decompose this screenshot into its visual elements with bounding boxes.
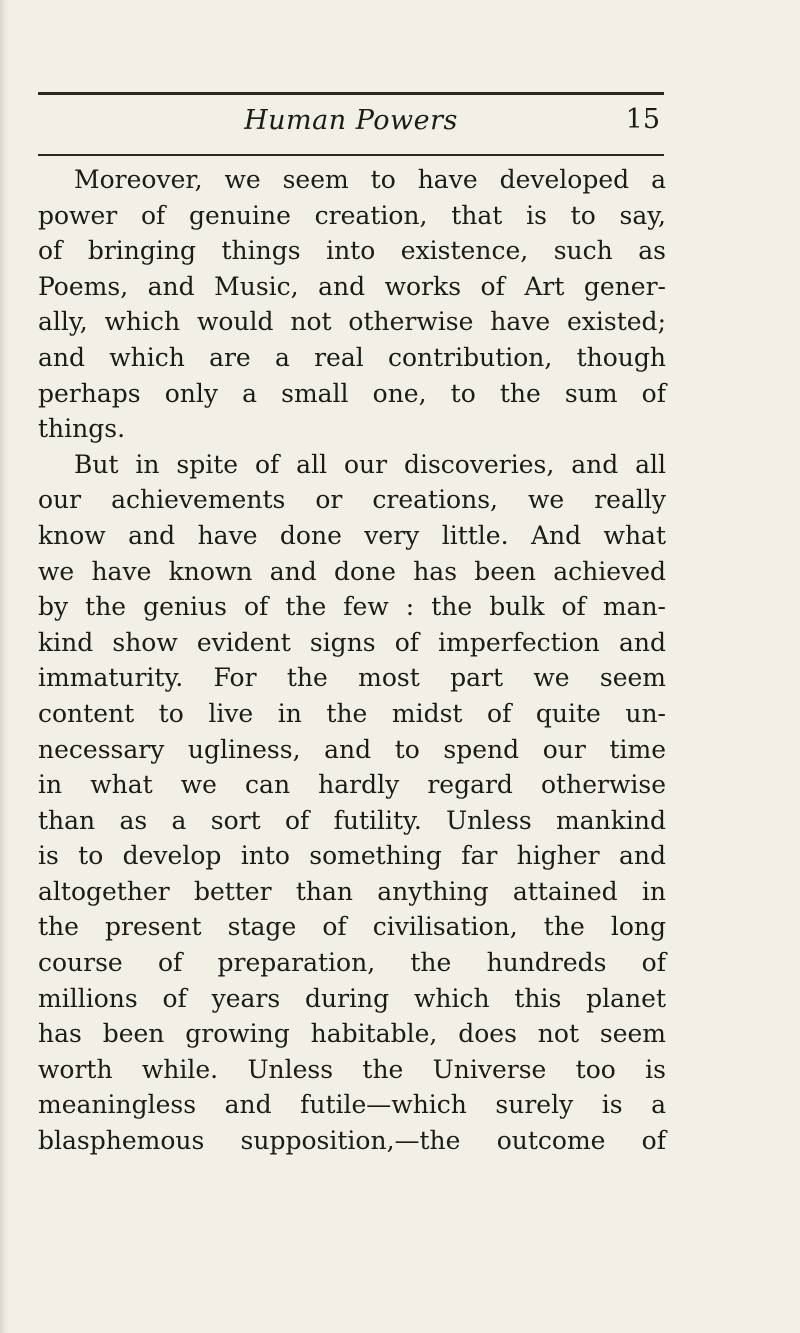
- text-line: and which are a real contribution, though: [38, 342, 666, 372]
- text-line: by the genius of the few : the bulk of man-: [38, 592, 666, 622]
- text-line: Moreover, we seem to have developed a: [74, 165, 666, 194]
- text-line: than as a sort of futility. Unless mankind: [38, 805, 666, 835]
- body-text: [38, 162, 666, 1159]
- text-line: Poems, and Music, and works of Art gener-: [38, 271, 666, 301]
- header-top-rule: [38, 92, 664, 95]
- text-line: immaturity. For the most part we seem: [38, 663, 666, 693]
- text-line: know and have done very little. And what: [38, 520, 666, 550]
- text-line: has been growing habitable, does not seem: [38, 1019, 666, 1049]
- text-line: ally, which would not otherwise have existed;: [38, 307, 666, 337]
- text-line: blasphemous supposition,—the outcome of: [38, 1126, 666, 1156]
- text-line: necessary ugliness, and to spend our time: [38, 734, 666, 764]
- text-line: of bringing things into existence, such as: [38, 236, 666, 266]
- page-number: 15: [625, 104, 660, 135]
- text-line: power of genuine creation, that is to say,: [38, 200, 666, 230]
- text-line: course of preparation, the hundreds of: [38, 948, 666, 978]
- running-head: Human Powers: [244, 105, 458, 136]
- text-line: perhaps only a small one, to the sum of: [38, 378, 666, 408]
- text-line: things.: [38, 414, 126, 444]
- text-line: our achievements or creations, we really: [38, 485, 666, 515]
- text-line: But in spite of all our discoveries, and all: [74, 449, 666, 479]
- text-line: content to live in the midst of quite un-: [38, 698, 666, 728]
- text-line: in what we can hardly regard otherwise: [38, 770, 666, 800]
- text-line: worth while. Unless the Universe too is: [38, 1054, 666, 1084]
- text-line: the present stage of civilisation, the long: [38, 912, 666, 942]
- text-line: meaningless and futile—which surely is a: [38, 1090, 666, 1120]
- text-line: kind show evident signs of imperfection and: [38, 627, 666, 657]
- text-line: millions of years during which this planet: [38, 983, 666, 1013]
- page-edge-shadow: [0, 0, 9, 1333]
- text-line: is to develop into something far higher and: [38, 841, 666, 871]
- header-bottom-rule: [38, 154, 664, 156]
- text-line: we have known and done has been achieved: [38, 556, 666, 586]
- text-line: altogether better than anything attained in: [38, 876, 666, 906]
- page-header: [38, 92, 664, 162]
